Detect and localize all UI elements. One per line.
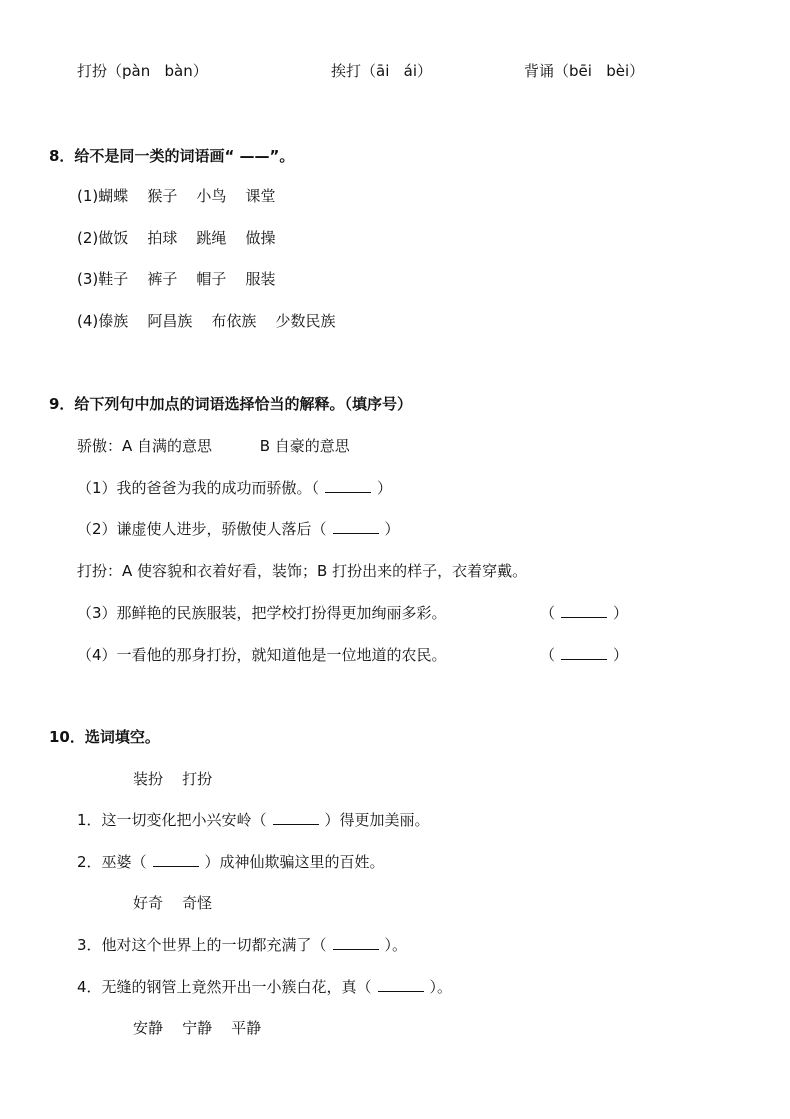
q10-sentence-2 <box>77 852 385 872</box>
q10-word-group-3: 安静 宁静 平静 <box>133 1019 262 1037</box>
q9-sentence-3-close: ） <box>613 604 629 622</box>
q10-sentence-1-pre: 1．这一切变化把小兴安岭（ <box>77 811 267 829</box>
pinyin-item-beisong: 背诵（bēi bèi） <box>524 62 645 80</box>
q9-sentence-4-open: （ <box>540 646 556 664</box>
q9-answer-blank-1[interactable] <box>325 478 371 493</box>
q8-item-2: (2)做饭 拍球 跳绳 做操 <box>77 229 276 247</box>
q10-sentence-4-pre: 4．无缝的钢管上竟然开出一小簇白花，真（ <box>77 978 372 996</box>
q10-answer-blank-4[interactable] <box>378 977 424 992</box>
q9-answer-blank-2[interactable] <box>333 519 379 534</box>
pinyin-item-daban: 打扮（pàn bàn） <box>77 62 208 80</box>
pinyin-item-aida: 挨打（āi ái） <box>331 62 433 80</box>
q10-sentence-3-post: ）。 <box>384 936 408 954</box>
q8-item-3: (3)鞋子 裤子 帽子 服装 <box>77 270 276 288</box>
q9-definition-daban: 打扮：A 使容貌和衣着好看，装饰；B 打扮出来的样子，衣着穿戴。 <box>77 562 528 580</box>
q10-sentence-2-pre: 2．巫婆（ <box>77 853 147 871</box>
q9-sentence-3-bracket <box>540 603 628 623</box>
q8-item-4: (4)傣族 阿昌族 布依族 少数民族 <box>77 312 336 330</box>
q8-item-1: (1)蝴蝶 猴子 小鸟 课堂 <box>77 187 276 205</box>
q10-sentence-4-post: ）。 <box>429 978 453 996</box>
q10-answer-blank-3[interactable] <box>333 935 379 950</box>
question-9-title: 9．给下列句中加点的词语选择恰当的解释。（填序号） <box>49 395 412 413</box>
q9-sentence-4-close: ） <box>613 646 629 664</box>
q10-word-group-1: 装扮 打扮 <box>133 770 213 788</box>
question-10-title: 10．选词填空。 <box>49 728 160 746</box>
q9-sentence-1 <box>77 478 392 498</box>
q10-word-group-2: 好奇 奇怪 <box>133 894 213 912</box>
q9-sentence-4: （4）一看他的那身打扮，就知道他是一位地道的农民。 <box>77 646 447 664</box>
q9-sentence-1-close: ） <box>377 479 393 497</box>
q9-sentence-4-bracket <box>540 645 628 665</box>
q10-sentence-3-pre: 3．他对这个世界上的一切都充满了（ <box>77 936 327 954</box>
q9-sentence-3: （3）那鲜艳的民族服装，把学校打扮得更加绚丽多彩。 <box>77 604 447 622</box>
q10-answer-blank-1[interactable] <box>273 810 319 825</box>
q9-definition-jiaoao: 骄傲：A 自满的意思 B 自豪的意思 <box>77 437 350 455</box>
q9-sentence-2 <box>77 519 400 539</box>
q10-sentence-1-post: ）得更加美丽。 <box>324 811 430 829</box>
q10-sentence-1 <box>77 810 430 830</box>
q9-sentence-3-open: （ <box>540 604 556 622</box>
q9-answer-blank-4[interactable] <box>561 645 607 660</box>
q9-sentence-1-text: （1）我的爸爸为我的成功而骄傲。（ <box>77 479 320 497</box>
q10-sentence-3 <box>77 935 407 955</box>
q9-sentence-2-close: ） <box>384 520 400 538</box>
question-8-title: 8．给不是同一类的词语画“ ——”。 <box>49 147 295 165</box>
q10-sentence-2-post: ）成神仙欺骗这里的百姓。 <box>204 853 385 871</box>
q9-sentence-2-text: （2）谦虚使人进步，骄傲使人落后（ <box>77 520 327 538</box>
q9-answer-blank-3[interactable] <box>561 603 607 618</box>
q10-answer-blank-2[interactable] <box>153 852 199 867</box>
q10-sentence-4 <box>77 977 452 997</box>
